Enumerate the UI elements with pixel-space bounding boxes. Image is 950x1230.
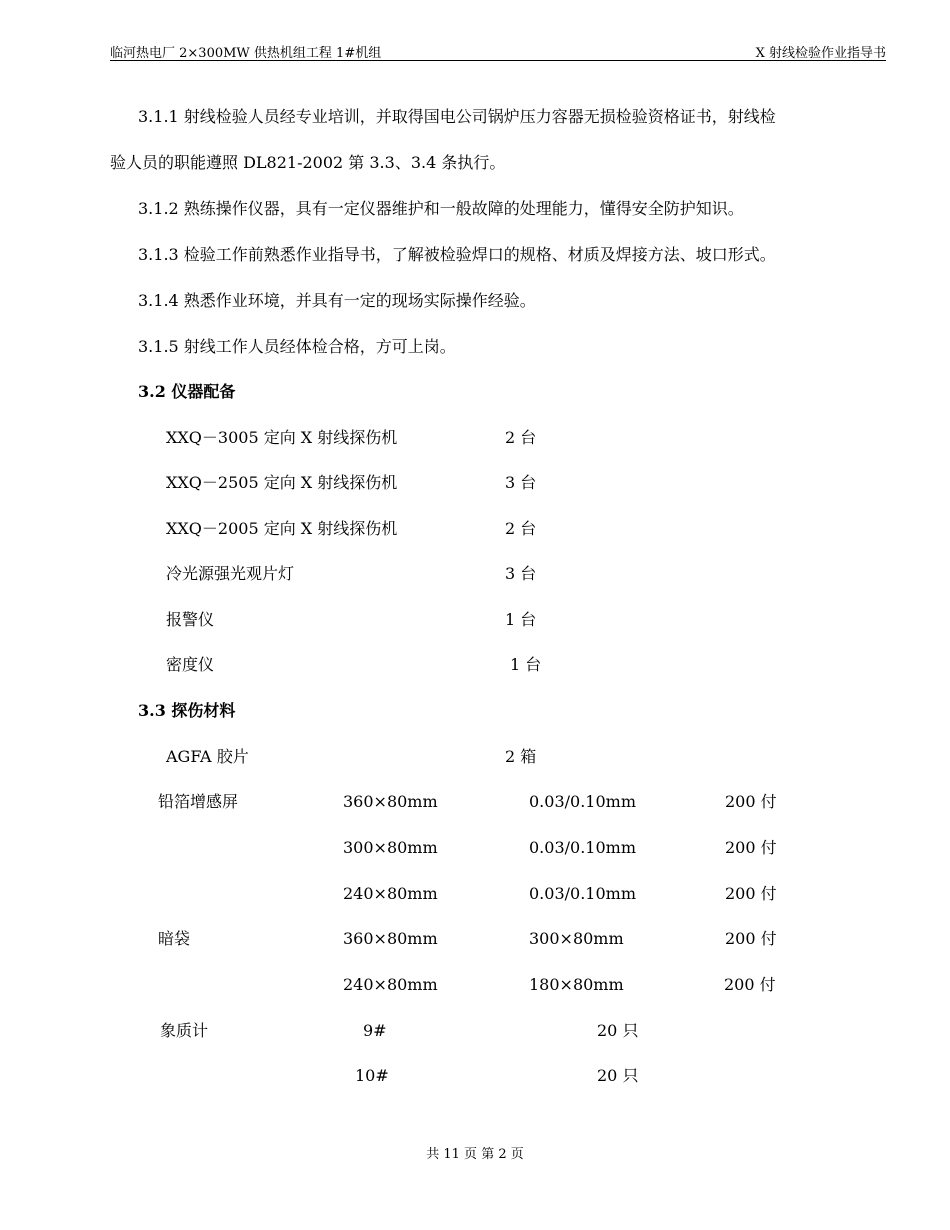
iqi-number: 10# bbox=[355, 1066, 389, 1085]
paragraph-3-1-2: 3.1.2 熟练操作仪器，具有一定仪器维护和一般故障的处理能力，懂得安全防护知识。 bbox=[138, 199, 744, 218]
header-document-title: X 射线检验作业指导书 bbox=[755, 46, 886, 61]
iqi-qty: 20 只 bbox=[597, 1066, 639, 1085]
paragraph-3-1-3: 3.1.3 检验工作前熟悉作业指导书，了解被检验焊口的规格、材质及焊接方法、坡口形式。 bbox=[138, 245, 776, 264]
screen-size: 300×80mm bbox=[343, 838, 438, 857]
screen-spec: 0.03/0.10mm bbox=[529, 838, 636, 857]
instrument-qty: 2 台 bbox=[505, 428, 537, 447]
instrument-qty: 3 台 bbox=[505, 564, 537, 583]
film-name: AGFA 胶片 bbox=[166, 747, 249, 766]
instrument-name: XXQ－3005 定向 X 射线探伤机 bbox=[166, 428, 398, 447]
bag-qty: 200 付 bbox=[724, 975, 776, 994]
page-footer: 共 11 页 第 2 页 bbox=[426, 1147, 524, 1162]
film-qty: 2 箱 bbox=[505, 747, 537, 766]
instrument-qty: 3 台 bbox=[505, 473, 537, 492]
paragraph-3-1-4: 3.1.4 熟悉作业环境，并具有一定的现场实际操作经验。 bbox=[138, 291, 536, 310]
instrument-name: 密度仪 bbox=[166, 655, 215, 674]
iqi-qty: 20 只 bbox=[597, 1021, 639, 1040]
paragraph-3-1-5: 3.1.5 射线工作人员经体检合格，方可上岗。 bbox=[138, 337, 456, 356]
bag-size: 240×80mm bbox=[343, 975, 438, 994]
bag-size: 360×80mm bbox=[343, 929, 438, 948]
paragraph-3-1-1-line2: 验人员的职能遵照 DL821-2002 第 3.3、3.4 条执行。 bbox=[110, 153, 506, 172]
iqi-number: 9# bbox=[363, 1021, 387, 1040]
instrument-name: XXQ－2005 定向 X 射线探伤机 bbox=[166, 519, 398, 538]
bag-spec: 180×80mm bbox=[529, 975, 624, 994]
paragraph-3-1-1-line1: 3.1.1 射线检验人员经专业培训，并取得国电公司锅炉压力容器无损检验资格证书，射线检 bbox=[138, 107, 776, 126]
screen-spec: 0.03/0.10mm bbox=[529, 884, 636, 903]
instrument-name: XXQ－2505 定向 X 射线探伤机 bbox=[166, 473, 398, 492]
instrument-name: 报警仪 bbox=[166, 610, 215, 629]
screen-name: 铅箔增感屏 bbox=[158, 792, 239, 811]
instrument-name: 冷光源强光观片灯 bbox=[166, 564, 295, 583]
bag-spec: 300×80mm bbox=[529, 929, 624, 948]
header-project-title: 临河热电厂 2×300MW 供热机组工程 1#机组 bbox=[110, 46, 382, 61]
iqi-name: 象质计 bbox=[160, 1021, 209, 1040]
instrument-qty: 2 台 bbox=[505, 519, 537, 538]
page-header bbox=[110, 40, 886, 61]
instrument-qty: 1 台 bbox=[510, 655, 542, 674]
section-3-2-heading: 3.2 仪器配备 bbox=[138, 382, 236, 401]
screen-size: 360×80mm bbox=[343, 792, 438, 811]
section-3-3-heading: 3.3 探伤材料 bbox=[138, 701, 236, 720]
bag-name: 暗袋 bbox=[158, 929, 191, 948]
screen-qty: 200 付 bbox=[725, 838, 777, 857]
screen-size: 240×80mm bbox=[343, 884, 438, 903]
screen-spec: 0.03/0.10mm bbox=[529, 792, 636, 811]
screen-qty: 200 付 bbox=[725, 884, 777, 903]
screen-qty: 200 付 bbox=[725, 792, 777, 811]
instrument-qty: 1 台 bbox=[505, 610, 537, 629]
bag-qty: 200 付 bbox=[725, 929, 777, 948]
